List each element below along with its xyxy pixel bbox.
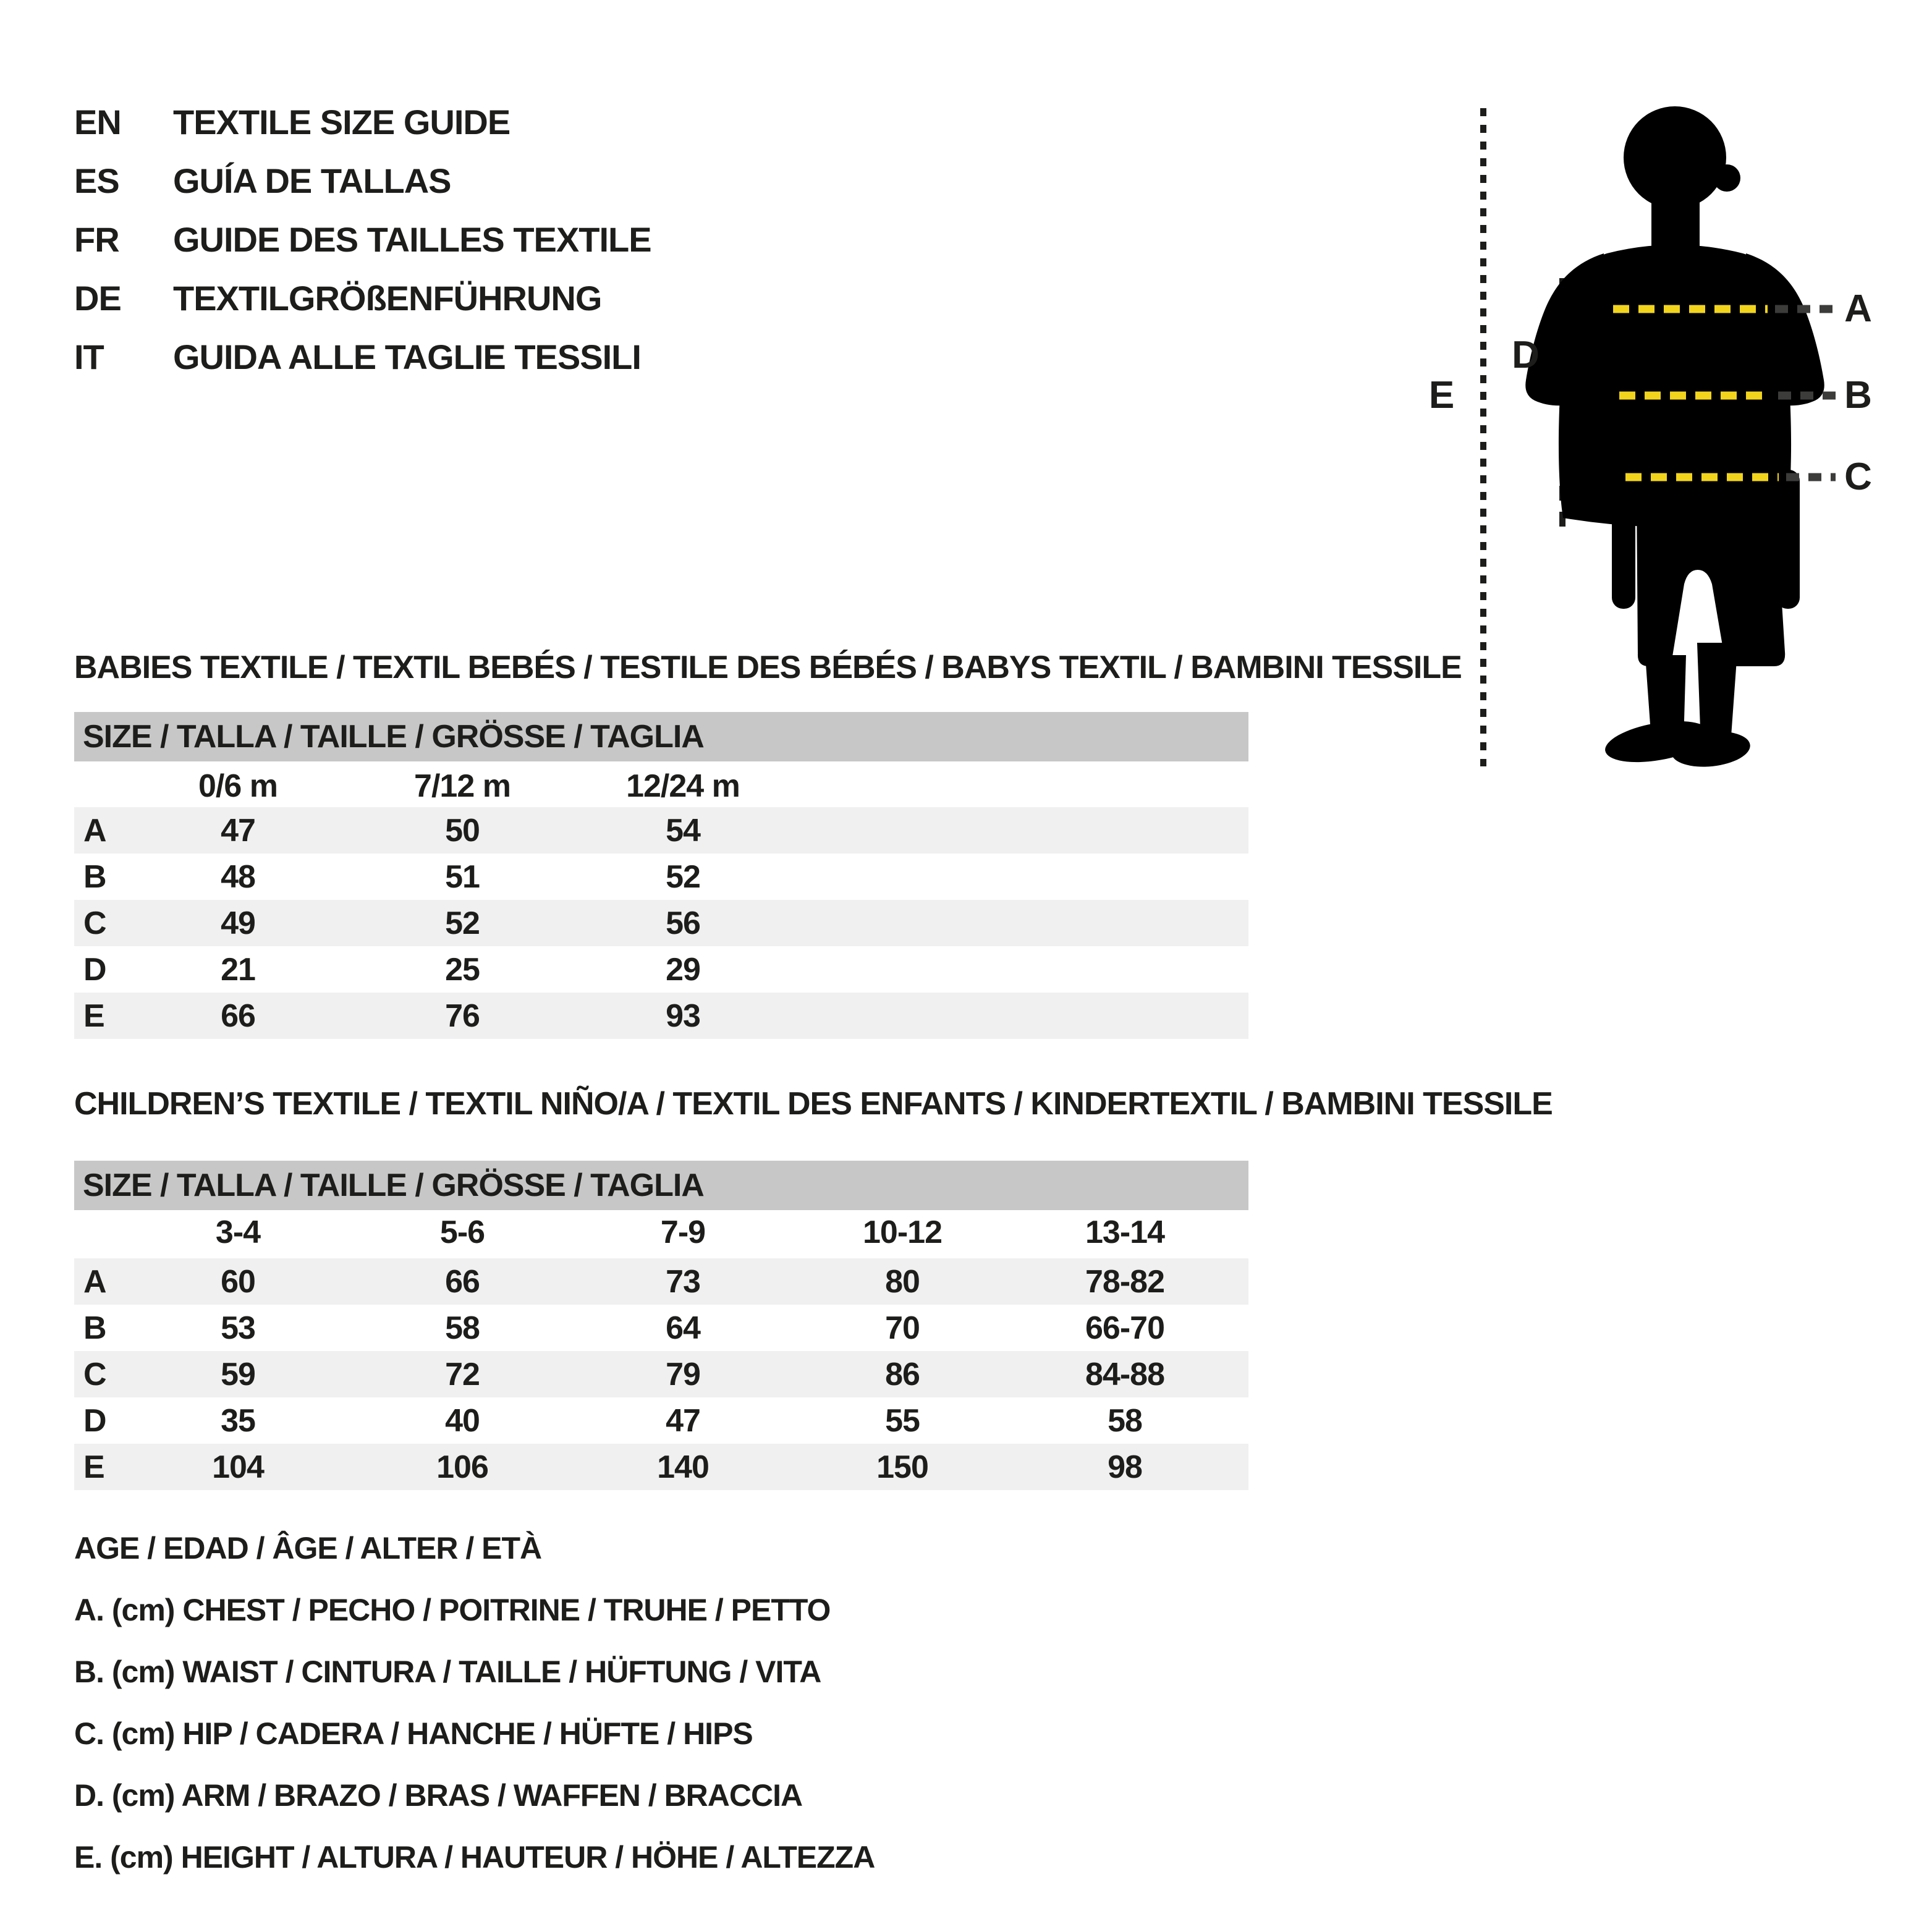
size-value-cell: 86 bbox=[885, 1356, 920, 1392]
guide-title: GUIDA ALLE TAGLIE TESSILI bbox=[173, 337, 641, 376]
legend-height-line: E. (cm) HEIGHT / ALTURA / HAUTEUR / HÖHE / ALTEZZA bbox=[74, 1840, 875, 1875]
table-row bbox=[74, 900, 1248, 946]
row-label: A bbox=[83, 1263, 107, 1300]
babies-size-header-bar bbox=[74, 712, 1248, 761]
size-value-cell: 104 bbox=[212, 1449, 264, 1485]
size-value-cell: 140 bbox=[657, 1449, 709, 1485]
size-value-cell: 98 bbox=[1108, 1449, 1142, 1485]
size-value-cell: 106 bbox=[436, 1449, 488, 1485]
table-row bbox=[74, 946, 1248, 993]
column-header: 3-4 bbox=[215, 1214, 261, 1250]
size-value-cell: 84-88 bbox=[1085, 1356, 1164, 1392]
size-value-cell: 49 bbox=[221, 905, 255, 941]
babies-column-headers bbox=[74, 766, 1248, 806]
lang-row-it bbox=[74, 328, 651, 386]
size-value-cell: 64 bbox=[666, 1310, 700, 1346]
ear bbox=[1713, 164, 1740, 192]
marker-label-arm: D bbox=[1512, 334, 1539, 376]
column-header: 10-12 bbox=[863, 1214, 942, 1250]
table-row bbox=[74, 1258, 1248, 1305]
measurement-legend bbox=[74, 1517, 875, 1888]
size-value-cell: 52 bbox=[666, 858, 700, 895]
guide-title: GUÍA DE TALLAS bbox=[173, 161, 451, 200]
column-header: 5-6 bbox=[439, 1214, 485, 1250]
size-value-cell: 47 bbox=[221, 812, 255, 849]
size-value-cell: 78-82 bbox=[1085, 1263, 1164, 1300]
column-header: 13-14 bbox=[1085, 1214, 1164, 1250]
size-value-cell: 79 bbox=[666, 1356, 700, 1392]
row-label: B bbox=[83, 1310, 107, 1346]
size-value-cell: 35 bbox=[221, 1402, 255, 1439]
size-value-cell: 93 bbox=[666, 998, 700, 1034]
children-size-header-bar bbox=[74, 1161, 1248, 1210]
lang-row-es bbox=[74, 151, 651, 210]
children-table-title: CHILDREN’S TEXTILE / TEXTIL NIÑO/A / TEXTIL DES ENFANTS / KINDERTEXTIL / BAMBINI TESSILE bbox=[74, 1086, 1553, 1122]
row-label: B bbox=[83, 858, 107, 895]
table-row bbox=[74, 1305, 1248, 1351]
size-value-cell: 66-70 bbox=[1085, 1310, 1164, 1346]
legend-arm-line: D. (cm) ARM / BRAZO / BRAS / WAFFEN / BRACCIA bbox=[74, 1778, 803, 1813]
child-silhouette bbox=[1525, 106, 1824, 771]
lang-row-en bbox=[74, 93, 651, 151]
guide-title: TEXTILGRÖßENFÜHRUNG bbox=[173, 279, 602, 318]
size-header-label: SIZE / TALLA / TAILLE / GRÖSSE / TAGLIA bbox=[83, 1167, 704, 1203]
lang-code: EN bbox=[74, 103, 121, 142]
child-silhouette-graphic bbox=[1421, 99, 1932, 779]
table-row bbox=[74, 807, 1248, 854]
lang-row-fr bbox=[74, 210, 651, 269]
row-label: C bbox=[83, 905, 107, 941]
lang-code: DE bbox=[74, 279, 121, 318]
row-label: D bbox=[83, 1402, 107, 1439]
measurement-figure bbox=[1421, 99, 1932, 779]
size-value-cell: 47 bbox=[666, 1402, 700, 1439]
language-title-list bbox=[74, 93, 651, 386]
lang-code: FR bbox=[74, 220, 119, 259]
left-arm bbox=[1612, 470, 1635, 609]
size-value-cell: 72 bbox=[445, 1356, 480, 1392]
table-row bbox=[74, 993, 1248, 1039]
size-header-label: SIZE / TALLA / TAILLE / GRÖSSE / TAGLIA bbox=[83, 719, 704, 755]
children-column-headers bbox=[74, 1213, 1248, 1252]
size-value-cell: 48 bbox=[221, 858, 255, 895]
size-value-cell: 55 bbox=[885, 1402, 920, 1439]
table-row bbox=[74, 854, 1248, 900]
size-value-cell: 70 bbox=[885, 1310, 920, 1346]
size-value-cell: 51 bbox=[445, 858, 480, 895]
size-value-cell: 73 bbox=[666, 1263, 700, 1300]
size-value-cell: 25 bbox=[445, 951, 480, 988]
size-value-cell: 80 bbox=[885, 1263, 920, 1300]
table-row bbox=[74, 1444, 1248, 1490]
column-header: 7-9 bbox=[660, 1214, 706, 1250]
marker-label-height: E bbox=[1428, 374, 1454, 417]
marker-label-chest: A bbox=[1844, 287, 1871, 330]
size-value-cell: 66 bbox=[221, 998, 255, 1034]
legend-waist-line: B. (cm) WAIST / CINTURA / TAILLE / HÜFTUNG / VITA bbox=[74, 1654, 821, 1689]
marker-label-waist: B bbox=[1844, 374, 1871, 417]
column-header: 0/6 m bbox=[198, 768, 278, 804]
shorts bbox=[1637, 494, 1785, 666]
marker-label-hip: C bbox=[1844, 455, 1871, 498]
babies-table-title: BABIES TEXTILE / TEXTIL BEBÉS / TESTILE DES BÉBÉS / BABYS TEXTIL / BAMBINI TESSILE bbox=[74, 650, 1462, 685]
size-value-cell: 60 bbox=[221, 1263, 255, 1300]
size-value-cell: 58 bbox=[1108, 1402, 1142, 1439]
size-value-cell: 56 bbox=[666, 905, 700, 941]
table-row bbox=[74, 1397, 1248, 1444]
lang-code: ES bbox=[74, 161, 119, 200]
size-value-cell: 21 bbox=[221, 951, 255, 988]
guide-title: TEXTILE SIZE GUIDE bbox=[173, 103, 511, 142]
legend-hip-line: C. (cm) HIP / CADERA / HANCHE / HÜFTE / HIPS bbox=[74, 1716, 753, 1751]
size-value-cell: 52 bbox=[445, 905, 480, 941]
size-value-cell: 66 bbox=[445, 1263, 480, 1300]
size-value-cell: 54 bbox=[666, 812, 700, 849]
size-value-cell: 40 bbox=[445, 1402, 480, 1439]
guide-title: GUIDE DES TAILLES TEXTILE bbox=[173, 220, 651, 259]
size-value-cell: 150 bbox=[876, 1449, 928, 1485]
legend-age-line: AGE / EDAD / ÂGE / ALTER / ETÀ bbox=[74, 1531, 542, 1566]
size-value-cell: 76 bbox=[445, 998, 480, 1034]
column-header: 12/24 m bbox=[626, 768, 740, 804]
table-row bbox=[74, 1351, 1248, 1397]
size-value-cell: 58 bbox=[445, 1310, 480, 1346]
size-value-cell: 29 bbox=[666, 951, 700, 988]
lang-row-de bbox=[74, 269, 651, 328]
row-label: E bbox=[83, 1449, 105, 1485]
lang-code: IT bbox=[74, 337, 104, 376]
row-label: A bbox=[83, 812, 107, 849]
size-value-cell: 53 bbox=[221, 1310, 255, 1346]
size-value-cell: 59 bbox=[221, 1356, 255, 1392]
row-label: E bbox=[83, 998, 105, 1034]
legend-chest-line: A. (cm) CHEST / PECHO / POITRINE / TRUHE / PETTO bbox=[74, 1593, 831, 1627]
column-header: 7/12 m bbox=[414, 768, 511, 804]
row-label: D bbox=[83, 951, 107, 988]
row-label: C bbox=[83, 1356, 107, 1392]
size-value-cell: 50 bbox=[445, 812, 480, 849]
